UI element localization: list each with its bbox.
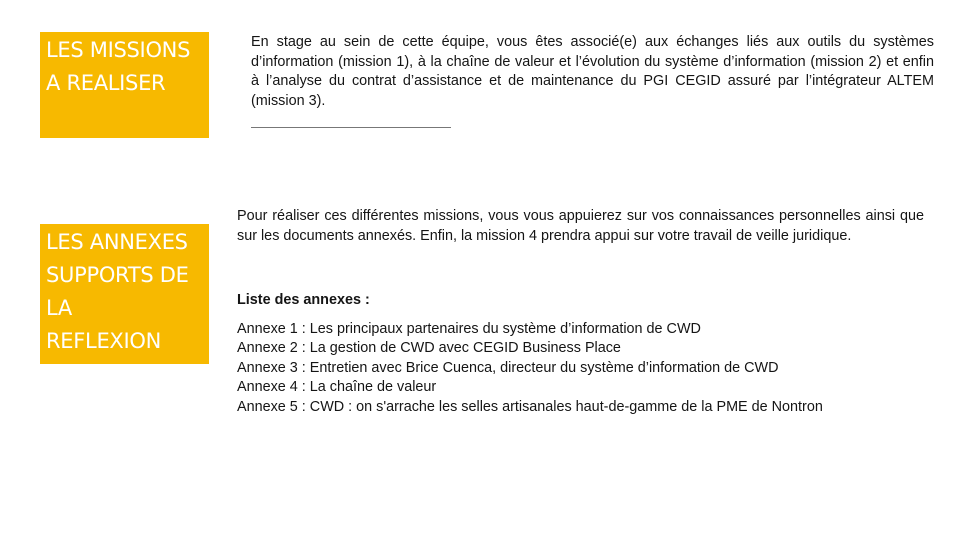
missions-label-line-1: LES MISSIONS xyxy=(46,38,191,62)
annex-list xyxy=(237,320,877,417)
annex-list-heading: Liste des annexes : xyxy=(237,292,370,308)
annex-item-4: Annexe 4 : La chaîne de valeur xyxy=(237,379,437,396)
annex-item-5: Annexe 5 : CWD : on s'arrache les selles artisanales haut-de-gamme de la PME de Nontron xyxy=(237,398,823,415)
divider-line xyxy=(251,127,451,128)
missions-label-box xyxy=(40,32,209,138)
annexes-label-line-4: REFLEXION xyxy=(46,329,162,353)
annexes-intro-paragraph: Pour réaliser ces différentes missions, vous vous appuierez sur vos connaissances personnelles ainsi que sur les documents annexés. Enfin, la mission 4 prendra appui sur votre travail de veille juridique. xyxy=(237,208,924,244)
missions-paragraph: En stage au sein de cette équipe, vous êtes associé(e) aux échanges liés aux outils du systèmes d’information (mission 1), à la chaîne de valeur et l’évolution du système d’information (mission 2) et enfin à l’analyse du contrat d’assistance et de maintenance du PGI CEGID assuré par l’intégrateur ALTEM (mission 3). xyxy=(251,34,934,109)
annexes-label-line-2: SUPPORTS DE xyxy=(46,263,189,287)
annex-item-2: Annexe 2 : La gestion de CWD avec CEGID Business Place xyxy=(237,340,621,357)
annexes-label-line-3: LA xyxy=(46,296,72,320)
missions-label-line-2: A REALISER xyxy=(46,71,166,95)
annex-item-3: Annexe 3 : Entretien avec Brice Cuenca, directeur du système d’information de CWD xyxy=(237,359,779,376)
annex-item-1: Annexe 1 : Les principaux partenaires du système d’information de CWD xyxy=(237,321,701,337)
annexes-label-box xyxy=(40,224,209,364)
annexes-label-line-1: LES ANNEXES xyxy=(46,230,188,254)
